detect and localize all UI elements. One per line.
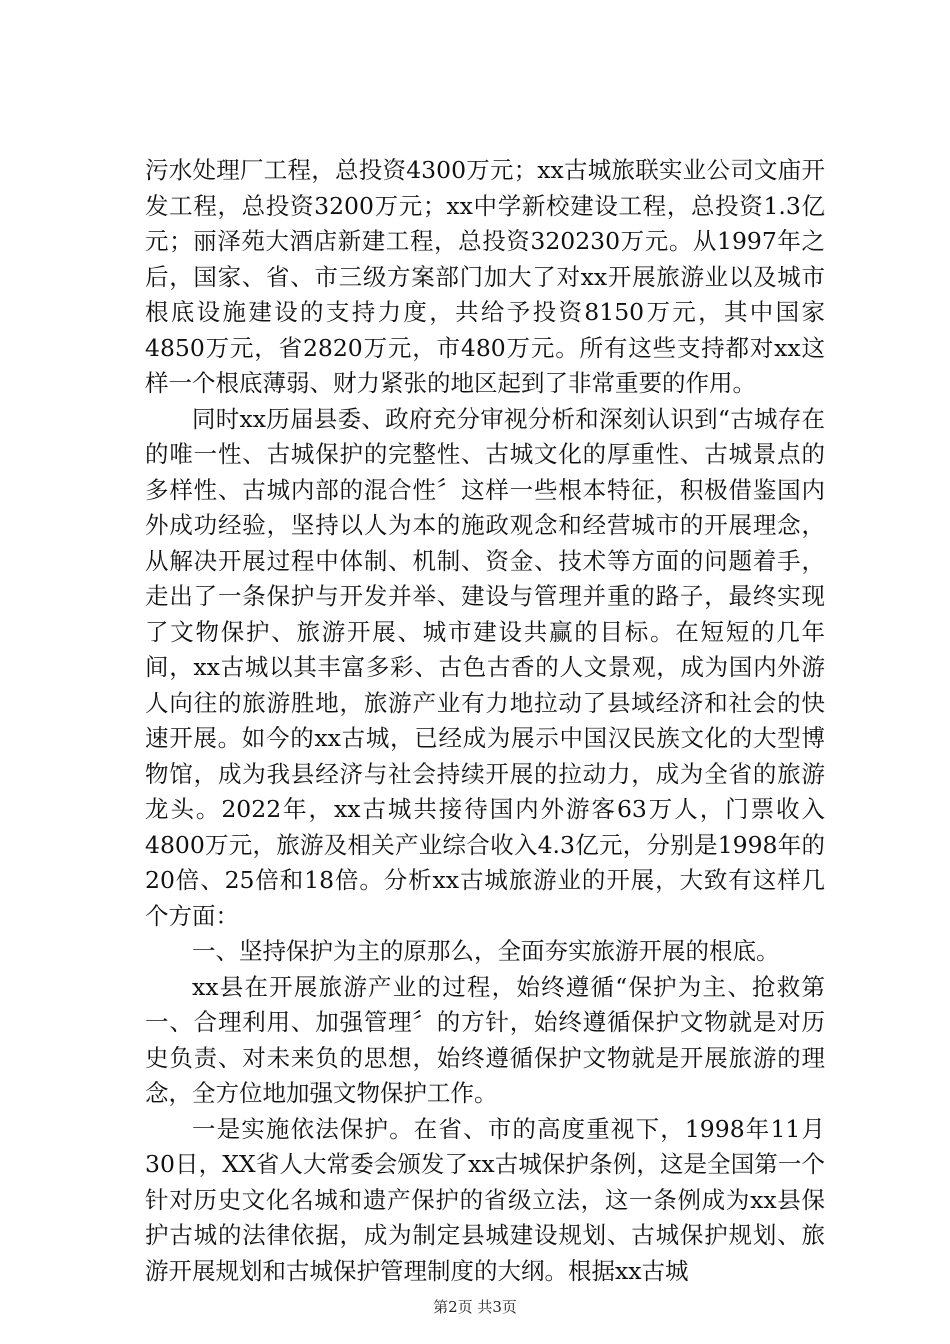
page-footer: 第2页 共3页 — [433, 1298, 517, 1316]
paragraph-5: 一是实施依法保护。在省、市的高度重视下，1998年11月30日，XX省人大常委会颁发了xx古城保护条例，这是全国第一个针对历史文化名城和遗产保护的省级立法，这一条例成为xx县保护古城的法律依据，成为制定县城建设规划、古城保护规划、旅游开展规划和古城保护管理制度的大纲。根据xx古城 — [145, 1114, 825, 1285]
document-body — [145, 153, 825, 1289]
paragraph-4: xx县在开展旅游产业的过程，始终遵循“保护为主、抢救第一、合理利用、加强管理〞的方针，始终遵循保护文物就是对历史负责、对未来负的思想，始终遵循保护文物就是开展旅游的理念，全方位地加强文物保护工作。 — [145, 972, 825, 1107]
paragraph-1: 污水处理厂工程，总投资4300万元；xx古城旅联实业公司文庙开发工程，总投资3200万元；xx中学新校建设工程，总投资1.3亿元；丽泽苑大酒店新建工程，总投资320230万元。从1997年之后，国家、省、市三级方案部门加大了对xx开展旅游业以及城市根底设施建设的支持力度，共给予投资8150万元，其中国家4850万元，省2820万元，市480万元。所有这些支持都对xx这样一个根底薄弱、财力紧张的地区起到了非常重要的作用。 — [145, 156, 825, 397]
paragraph-3: 一、坚持保护为主的原那么，全面夯实旅游开展的根底。 — [192, 937, 780, 965]
paragraph-2: 同时xx历届县委、政府充分审视分析和深刻认识到“古城存在的唯一性、古城保护的完整性、古城文化的厚重性、古城景点的多样性、古城内部的混合性〞这样一些根本特征，积极借鉴国内外成功经验，坚持以人为本的施政观念和经营城市的开展理念，从解决开展过程中体制、机制、资金、技术等方面的问题着手，走出了一条保护与开发并举、建设与管理并重的路子，最终实现了文物保护、旅游开展、城市建设共赢的目标。在短短的几年间，xx古城以其丰富多彩、古色古香的人文景观，成为国内外游人向往的旅游胜地，旅游产业有力地拉动了县域经济和社会的快速开展。如今的xx古城，已经成为展示中国汉民族文化的大型博物馆，成为我县经济与社会持续开展的拉动力，成为全省的旅游龙头。2022年，xx古城共接待国内外游客63万人，门票收入4800万元，旅游及相关产业综合收入4.3亿元，分别是1998年的20倍、25倍和18倍。分析xx古城旅游业的开展，大致有这样几个方面： — [145, 404, 825, 930]
